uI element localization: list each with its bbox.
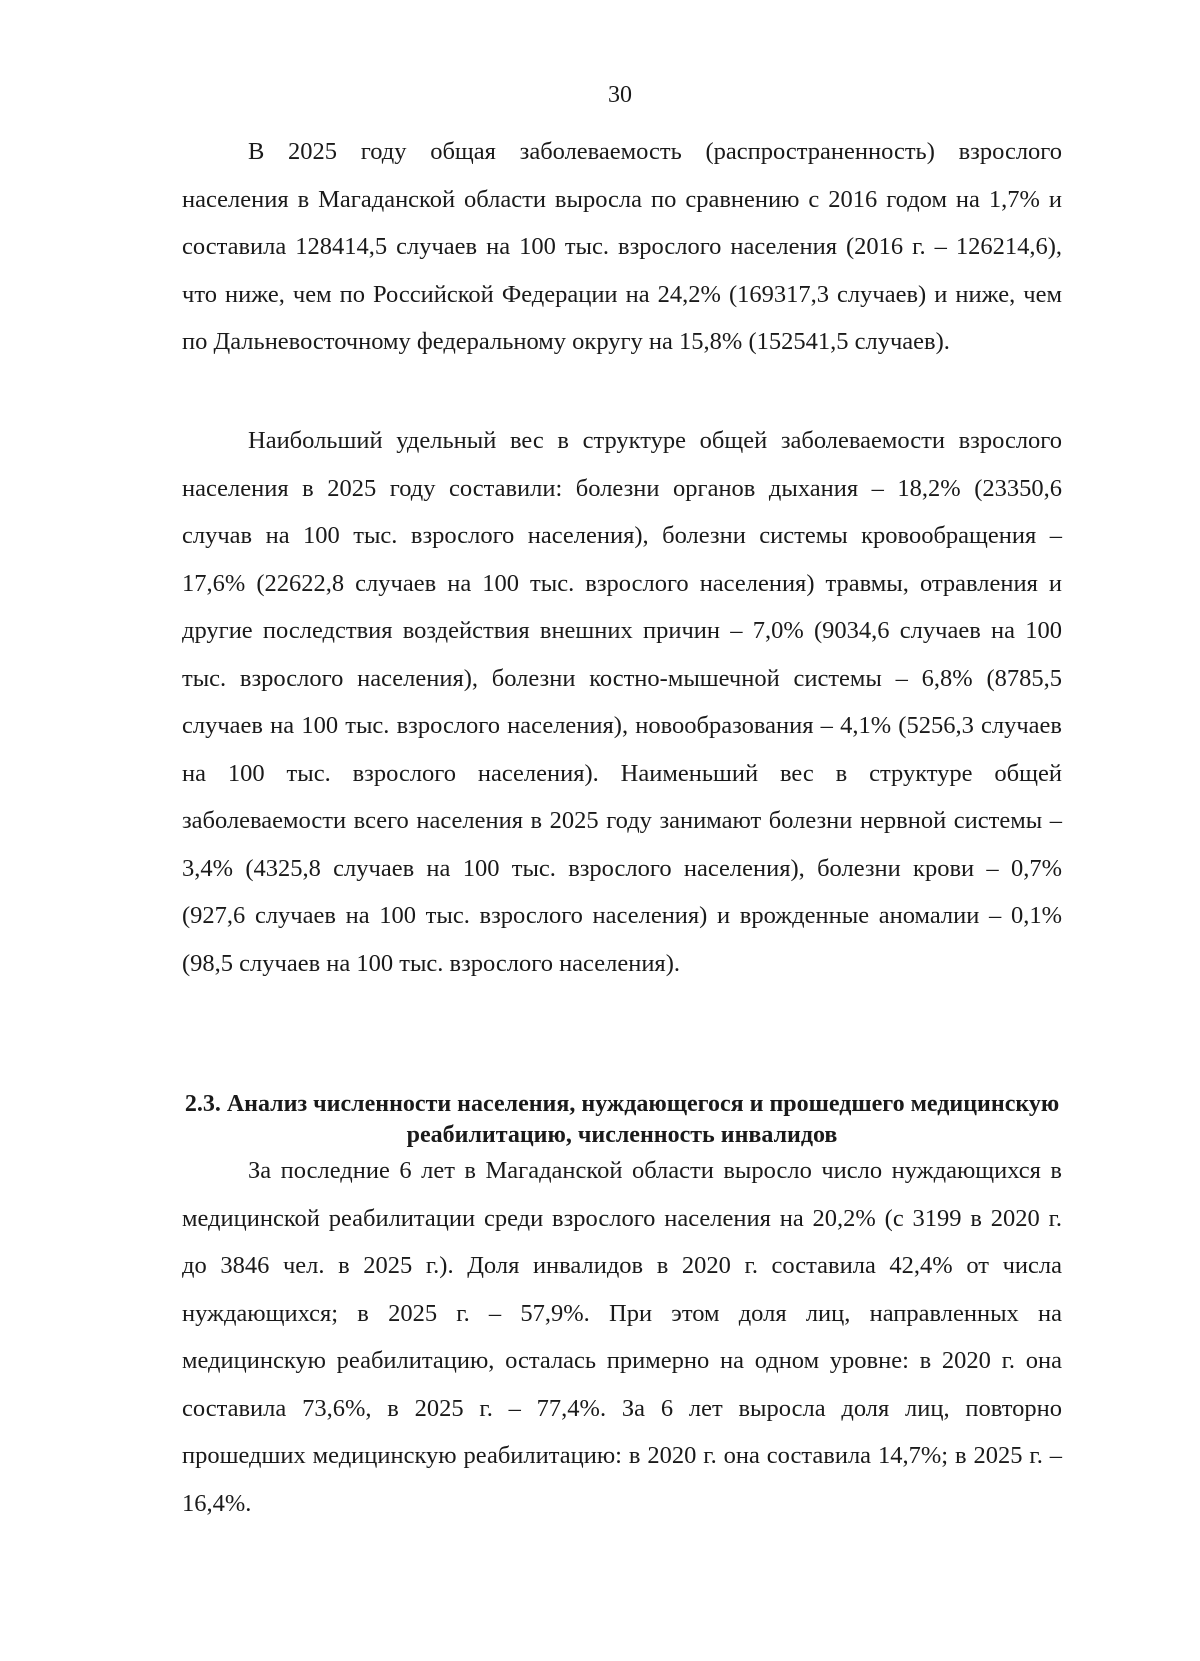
section-heading: 2.3. Анализ численности населения, нуждающегося и прошедшего медицинскую реабилитацию, численность инвалидов — [184, 1091, 1060, 1148]
paragraph-morbidity-structure: Наибольший удельный вес в структуре общей заболеваемости взрослого населения в 2025 году составили: болезни органов дыхания – 18,2% (23350,6 случав на 100 тыс. взрослого населения), болезни системы кровообращения – 17,6% (22622,8 случаев на 100 тыс. взрослого населения) травмы, отравления и другие последствия воздействия внешних причин – 7,0% (9034,6 случаев на 100 тыс. взрослого населения), болезни костно-мышечной системы – 6,8% (8785,5 случаев на 100 тыс. взрослого населения), новообразования – 4,1% (5256,3 случаев на 100 тыс. взрослого населения). Наименьший вес в структуре общей заболеваемости всего населения в 2025 году занимают болезни нервной системы – 3,4% (4325,8 случаев на 100 тыс. взрослого населения), болезни крови – 0,7% (927,6 случаев на 100 тыс. взрослого населения) и врожденные аномалии – 0,1% (98,5 случаев на 100 тыс. взрослого населения). — [182, 427, 1062, 977]
paragraph-morbidity-total: В 2025 году общая заболеваемость (распространенность) взрослого населения в Магаданской области выросла по сравнению с 2016 годом на 1,7% и составила 128414,5 случаев на 100 тыс. взрослого населения (2016 г. – 126214,6), что ниже, чем по Российской Федерации на 24,2% (169317,3 случаев) и ниже, чем по Дальневосточному федеральному округу на 15,8% (152541,5 случаев). — [182, 138, 1062, 355]
paragraph-rehabilitation: За последние 6 лет в Магаданской области выросло число нуждающихся в медицинской реабилитации среди взрослого населения на 20,2% (с 3199 в 2020 г. до 3846 чел. в 2025 г.). Доля инвалидов в 2020 г. составила 42,4% от числа нуждающихся; в 2025 г. – 57,9%. При этом доля лиц, направленных на медицинскую реабилитацию, осталась примерно на одном уровне: в 2020 г. она составила 73,6%, в 2025 г. – 77,4%. За 6 лет выросла доля лиц, повторно прошедших медицинскую реабилитацию: в 2020 г. она составила 14,7%; в 2025 г. – 16,4%. — [182, 1157, 1062, 1517]
page-number: 30 — [608, 82, 632, 108]
